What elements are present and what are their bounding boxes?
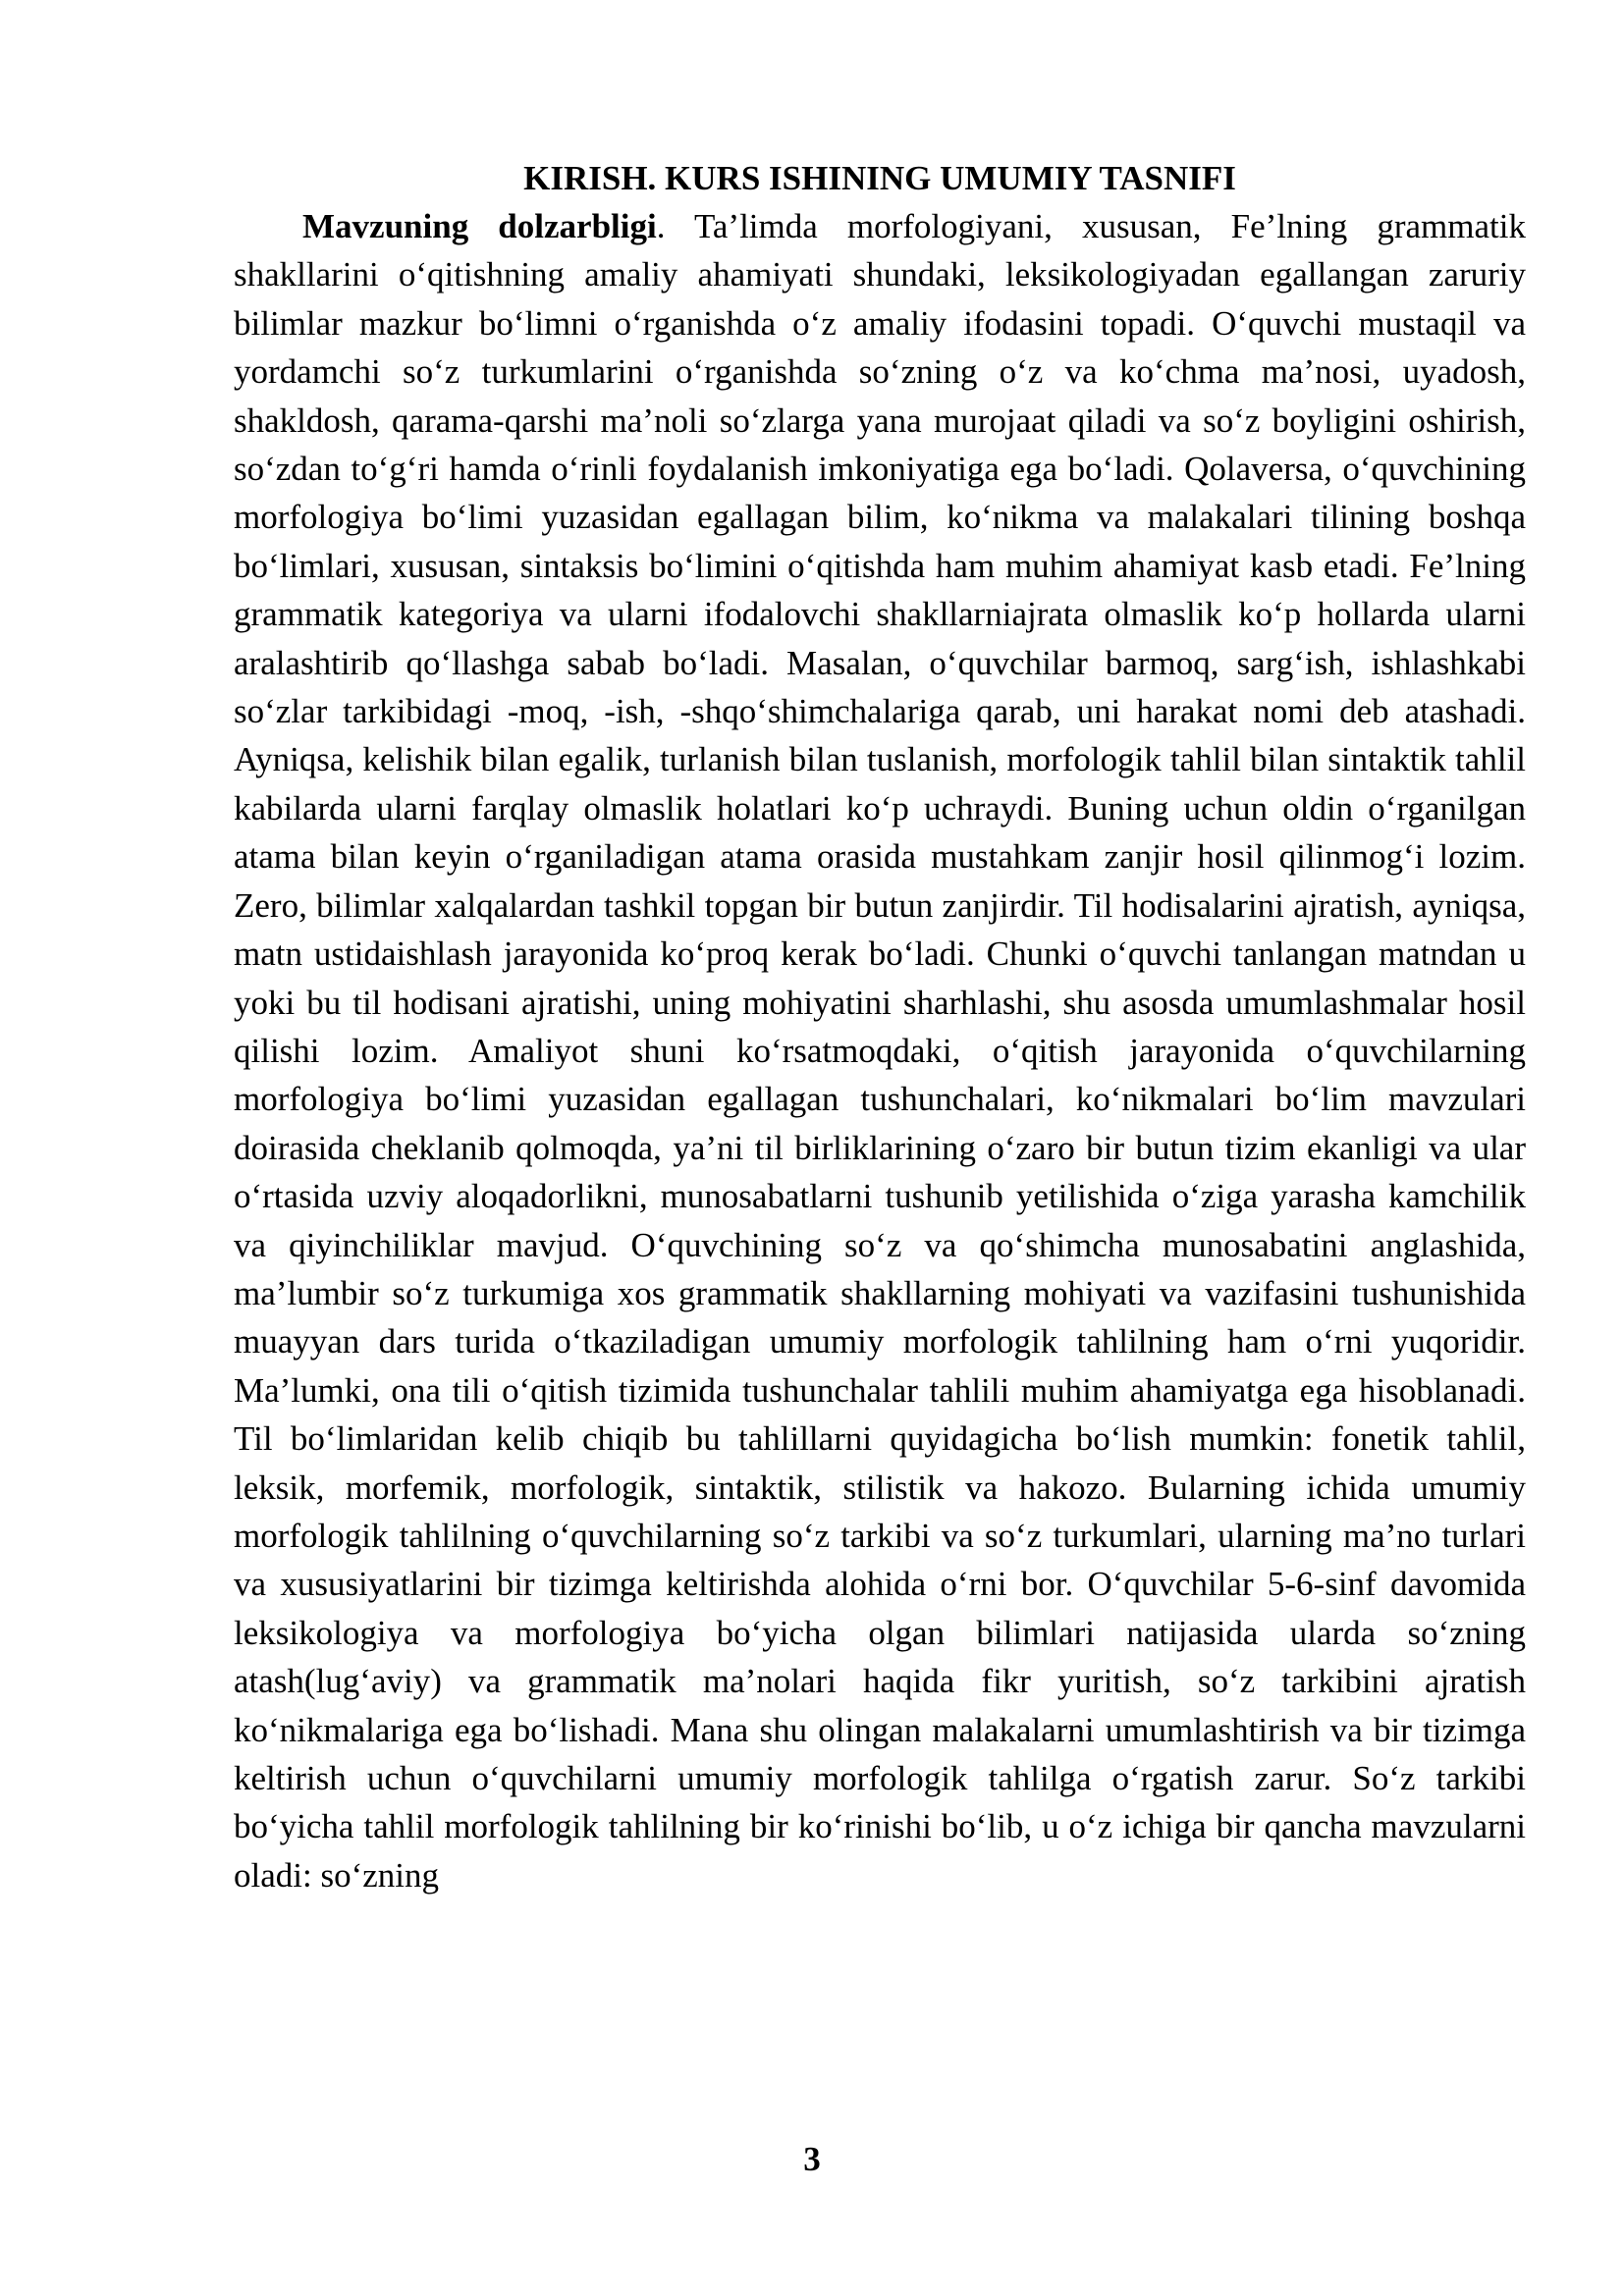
body-paragraph: [234, 202, 1526, 1899]
document-page: [234, 155, 1526, 1899]
paragraph-lead: Mavzuning dolzarbligi: [302, 207, 657, 245]
paragraph-text: . Ta’limda morfologiyani, xususan, Fe’lning grammatik shakllarini o‘qitishning amaliy ahamiyati shundaki, leksikologiyadan egallangan zaruriy bilimlar mazkur bo‘limni o‘rganishda o‘z amaliy ifodasini topadi. O‘quvchi mustaqil va yordamchi so‘z turkumlarini o‘rganishda so‘zning o‘z va ko‘chma ma’nosi, uyadosh, shakldosh, qarama-qarshi ma’noli so‘zlarga yana murojaat qiladi va so‘z boyligini oshirish, so‘zdan to‘g‘ri hamda o‘rinli foydalanish imkoniyatiga ega bo‘ladi. Qolaversa, o‘quvchining morfologiya bo‘limi yuzasidan egallagan bilim, ko‘nikma va malakalari tilining boshqa bo‘limlari, xususan, sintaksis bo‘limini o‘qitishda ham muhim ahamiyat kasb etadi. Fe’lning grammatik kategoriya va ularni ifodalovchi shakllarniajrata olmaslik ko‘p hollarda ularni aralashtirib qo‘llashga sabab bo‘ladi. Masalan, o‘quvchilar barmoq, sarg‘ish, ishlashkabi so‘zlar tarkibidagi -moq, -ish, -shqo‘shimchalariga qarab, uni harakat nomi deb atashadi. Ayniqsa, kelishik bilan egalik, turlanish bilan tuslanish, morfologik tahlil bilan sintaktik tahlil kabilarda ularni farqlay olmaslik holatlari ko‘p uchraydi. Buning uchun oldin o‘rganilgan atama bilan keyin o‘rganiladigan atama orasida mustahkam zanjir hosil qilinmog‘i lozim. Zero, bilimlar xalqalardan tashkil topgan bir butun zanjirdir. Til hodisalarini ajratish, ayniqsa, matn ustidaishlash jarayonida ko‘proq kerak bo‘ladi. Chunki o‘quvchi tanlangan matndan u yoki bu til hodisani ajratishi, uning mohiyatini sharhlashi, shu asosda umumlashmalar hosil qilishi lozim. Amaliyot shuni ko‘rsatmoqdaki, o‘qitish jarayonida o‘quvchilarning morfologiya bo‘limi yuzasidan egallagan tushunchalari, ko‘nikmalari bo‘lim mavzulari doirasida cheklanib qolmoqda, ya’ni til birliklarining o‘zaro bir butun tizim ekanligi va ular o‘rtasida uzviy aloqadorlikni, munosabatlarni tushunib yetilishida o‘ziga yarasha kamchilik va qiyinchiliklar mavjud. O‘quvchining so‘z va qo‘shimcha munosabatini anglashida, ma’lumbir so‘z turkumiga xos grammatik shakllarning mohiyati va vazifasini tushunishida muayyan dars turida o‘tkaziladigan umumiy morfologik tahlilning ham o‘rni yuqoridir. Ma’lumki, ona tili o‘qitish tizimida tushunchalar tahlili muhim ahamiyatga ega hisoblanadi. Til bo‘limlaridan kelib chiqib bu tahlillarni quyidagicha bo‘lish mumkin: fonetik tahlil, leksik, morfemik, morfologik, sintaktik, stilistik va hakozo. Bularning ichida umumiy morfologik tahlilning o‘quvchilarning so‘z tarkibi va so‘z turkumlari, ularning ma’no turlari va xususiyatlarini bir tizimga keltirishda alohida o‘rni bor. O‘quvchilar 5-6-sinf davomida leksikologiya va morfologiya bo‘yicha olgan bilimlari natijasida ularda so‘zning atash(lug‘aviy) va grammatik ma’nolari haqida fikr yuritish, so‘z tarkibini ajratish ko‘nikmalariga ega bo‘lishadi. Mana shu olingan malakalarni umumlashtirish va bir tizimga keltirish uchun o‘quvchilarni umumiy morfologik tahlilga o‘rgatish zarur. So‘z tarkibi bo‘yicha tahlil morfologik tahlilning bir ko‘rinishi bo‘lib, u o‘z ichiga bir qancha mavzularni oladi: so‘zning: [234, 207, 1526, 1895]
section-heading: KIRISH. KURS ISHINING UMUMIY TASNIFI: [523, 159, 1236, 197]
page-number: 3: [803, 2140, 821, 2178]
